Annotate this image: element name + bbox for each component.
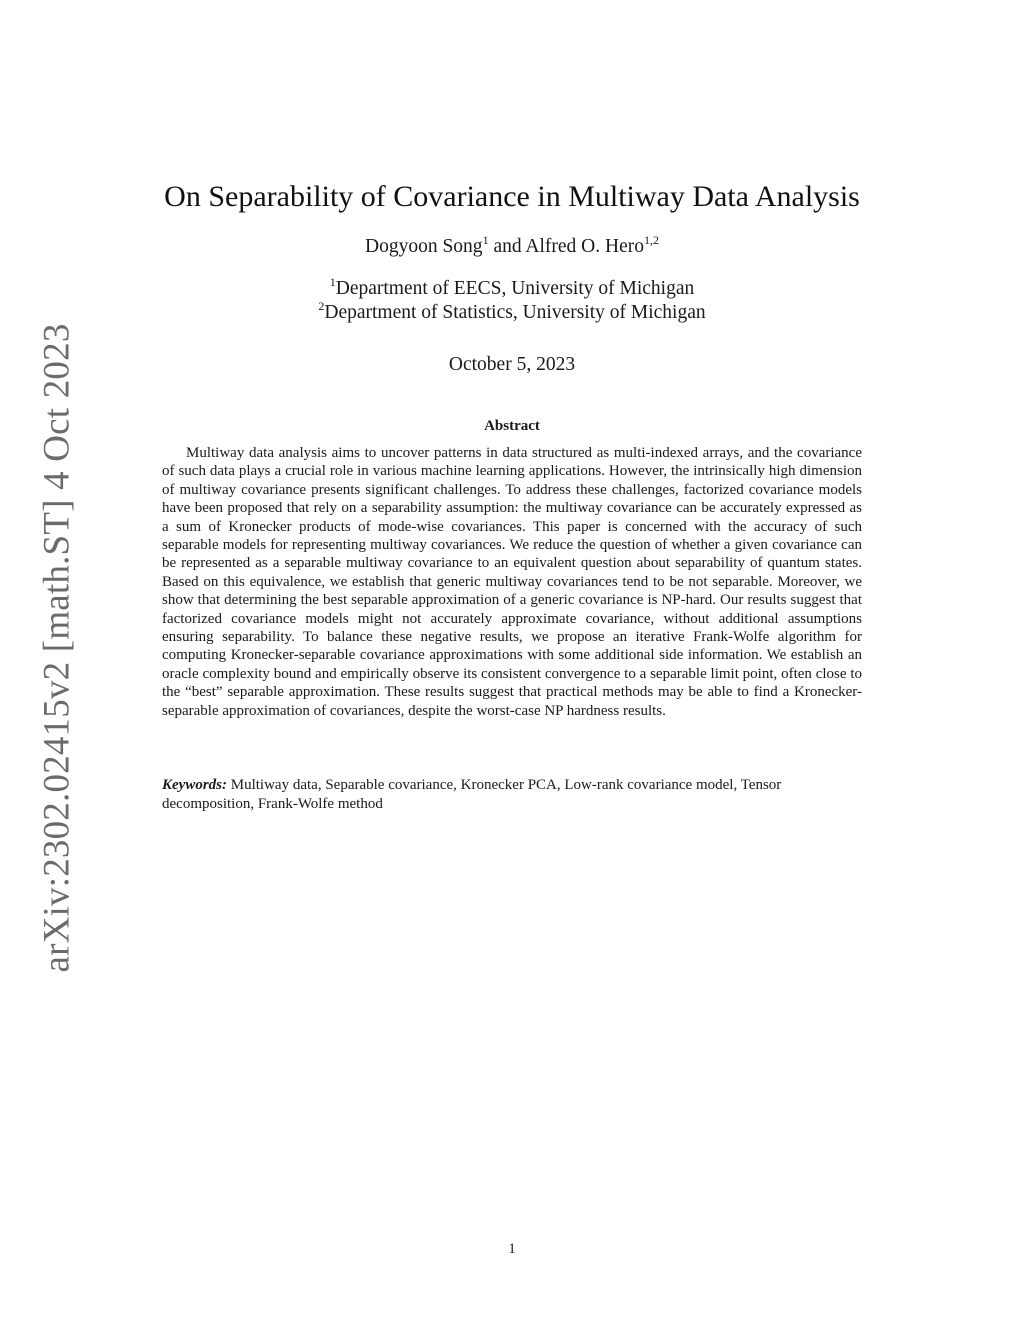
author-name: Dogyoon Song [365, 236, 483, 257]
author-affil-mark: 1 [482, 233, 489, 247]
paper-date: October 5, 2023 [448, 354, 576, 375]
affiliation-mark: 2 [318, 299, 325, 313]
keywords-label: Keywords: [162, 777, 227, 793]
abstract-body: Multiway data analysis aims to uncover patterns in data structured as multi-indexed arrays, and the covariance of such data plays a crucial role in various machine learning applications. However, the intrinsically high dimension of multiway covariance presents significant challenges. To address these challenges, factorized covariance models have been proposed that rely on a separability assumption: the multiway covariance can be accurately expressed as a sum of Kronecker products of mode-wise covariances. This paper is concerned with the accuracy of such separable models for representing multiway covariances. We reduce the question of whether a given covariance can be represented as a separable multiway covariance to an equivalent question about separability of quantum states. Based on this equivalence, we establish that generic multiway covariances tend to be not separable. Moreover, we show that determining the best separable approximation of a generic covariance is NP-hard. Our results suggest that factorized covariance models might not accurately approximate covariance, without additional assumptions ensuring separability. To balance these negative results, we propose an iterative Frank-Wolfe algorithm for computing Kronecker-separable covariance approximations with some additional side information. We establish an oracle complexity bound and empirically observe its consistent convergence to a separable limit point, often close to the “best” separable approximation. These results suggest that practical methods may be able to find a Kronecker-separable approximation of covariances, despite the worst-case NP hardness results. [162, 445, 862, 719]
affiliation [0, 275, 1024, 300]
author-line [0, 233, 1024, 258]
author-conjunction: and [493, 236, 522, 257]
page-number: 1 [508, 1241, 516, 1257]
affiliation-mark: 1 [329, 275, 336, 289]
author-affil-mark: 1,2 [644, 233, 659, 247]
keywords [162, 776, 862, 814]
arxiv-identifier[interactable]: arXiv:2302.02415v2 [math.ST] 4 Oct 2023 [36, 323, 78, 973]
abstract-heading: Abstract [484, 418, 540, 434]
affiliation [0, 299, 1024, 324]
paper-title: On Separability of Covariance in Multiway Data Analysis [164, 180, 860, 213]
keywords-text: Multiway data, Separable covariance, Kronecker PCA, Low-rank covariance model, Tensor decomposition, Frank-Wolfe method [162, 777, 782, 812]
affiliation-text: Department of EECS, University of Michigan [335, 278, 695, 299]
author-name: Alfred O. Hero [525, 236, 644, 257]
affiliation-text: Department of Statistics, University of Michigan [324, 302, 706, 323]
